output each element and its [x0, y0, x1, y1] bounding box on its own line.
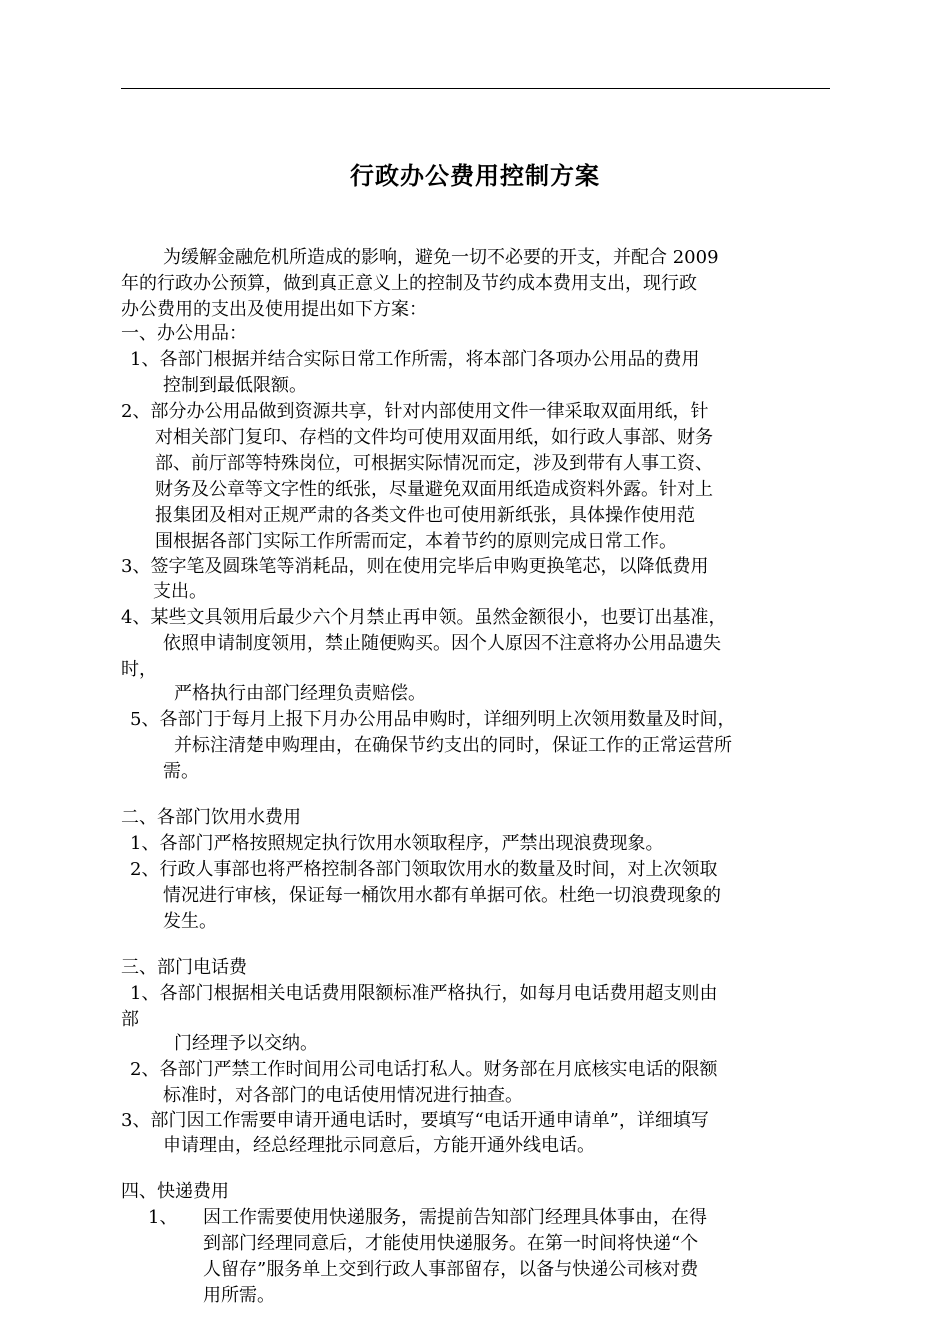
section-heading-drinking-water: 二、各部门饮用水费用 — [121, 807, 301, 828]
list-item-line: 情况进行审核，保证每一桶饮用水都有单据可依。杜绝一切浪费现象的 — [163, 885, 721, 906]
list-item-line: 2、各部门严禁工作时间用公司电话打私人。财务部在月底核实电话的限额 — [130, 1059, 718, 1080]
list-item-line: 标准时，对各部门的电话使用情况进行抽查。 — [163, 1085, 523, 1106]
list-item-line: 支出。 — [153, 581, 207, 602]
list-item-line: 1、各部门严格按照规定执行饮用水领取程序，严禁出现浪费现象。 — [130, 833, 664, 854]
section-heading-courier: 四、快递费用 — [121, 1181, 229, 1202]
list-item-line: 发生。 — [163, 911, 217, 932]
list-item-line: 4、某些文具领用后最少六个月禁止再申领。虽然金额很小，也要订出基准， — [121, 607, 727, 628]
list-item-line: 报集团及相对正规严肃的各类文件也可使用新纸张，具体操作使用范 — [155, 505, 695, 526]
section-heading-office-supplies: 一、办公用品： — [121, 323, 247, 344]
list-item-line: 财务及公章等文字性的纸张，尽量避免双面用纸造成资料外露。针对上 — [155, 479, 713, 500]
list-item-line: 需。 — [163, 761, 199, 782]
list-item-line: 围根据各部门实际工作所需而定，本着节约的原则完成日常工作。 — [155, 531, 677, 552]
header-rule — [121, 88, 830, 89]
list-item-line: 时， — [121, 659, 157, 680]
list-item-line: 3、签字笔及圆珠笔等消耗品，则在使用完毕后申购更换笔芯，以降低费用 — [121, 556, 709, 577]
list-item-line: 依照申请制度领用，禁止随便购买。因个人原因不注意将办公用品遗失 — [163, 633, 721, 654]
list-item-line: 门经理予以交纳。 — [174, 1033, 318, 1054]
list-item-line: 人留存”服务单上交到行政人事部留存，以备与快递公司核对费 — [203, 1259, 699, 1280]
list-item-line: 1、各部门根据相关电话费用限额标准严格执行，如每月电话费用超支则由 — [130, 983, 718, 1004]
list-item-line: 2、部分办公用品做到资源共享，针对内部使用文件一律采取双面用纸，针 — [121, 401, 709, 422]
list-item-line: 1、各部门根据并结合实际日常工作所需，将本部门各项办公用品的费用 — [130, 349, 700, 370]
list-item-line: 到部门经理同意后，才能使用快递服务。在第一时间将快递“个 — [203, 1233, 699, 1254]
intro-line: 办公费用的支出及使用提出如下方案： — [121, 299, 427, 320]
list-item-line: 部、前厅部等特殊岗位，可根据实际情况而定，涉及到带有人事工资、 — [155, 453, 713, 474]
section-heading-telephone: 三、部门电话费 — [121, 957, 247, 978]
list-item-line: 3、部门因工作需要申请开通电话时，要填写“电话开通申请单”，详细填写 — [121, 1110, 709, 1131]
intro-line: 为缓解金融危机所造成的影响，避免一切不必要的开支，并配合 2009 — [163, 247, 719, 268]
list-item-line: 控制到最低限额。 — [163, 375, 307, 396]
document-title: 行政办公费用控制方案 — [350, 161, 600, 190]
list-item-line: 因工作需要使用快递服务，需提前告知部门经理具体事由，在得 — [203, 1207, 707, 1228]
list-item-line: 申请理由，经总经理批示同意后，方能开通外线电话。 — [163, 1135, 595, 1156]
list-item-line: 5、各部门于每月上报下月办公用品申购时，详细列明上次领用数量及时间， — [130, 709, 736, 730]
list-item-line: 并标注清楚申购理由，在确保节约支出的同时，保证工作的正常运营所 — [174, 735, 732, 756]
list-item-line: 2、行政人事部也将严格控制各部门领取饮用水的数量及时间，对上次领取 — [130, 859, 718, 880]
list-item-line: 部 — [121, 1009, 139, 1030]
intro-line: 年的行政办公预算，做到真正意义上的控制及节约成本费用支出，现行政 — [121, 273, 697, 294]
list-item-line: 对相关部门复印、存档的文件均可使用双面用纸，如行政人事部、财务 — [155, 427, 713, 448]
list-item-number: 1、 — [148, 1207, 178, 1228]
list-item-line: 用所需。 — [203, 1285, 275, 1306]
list-item-line: 严格执行由部门经理负责赔偿。 — [174, 683, 426, 704]
